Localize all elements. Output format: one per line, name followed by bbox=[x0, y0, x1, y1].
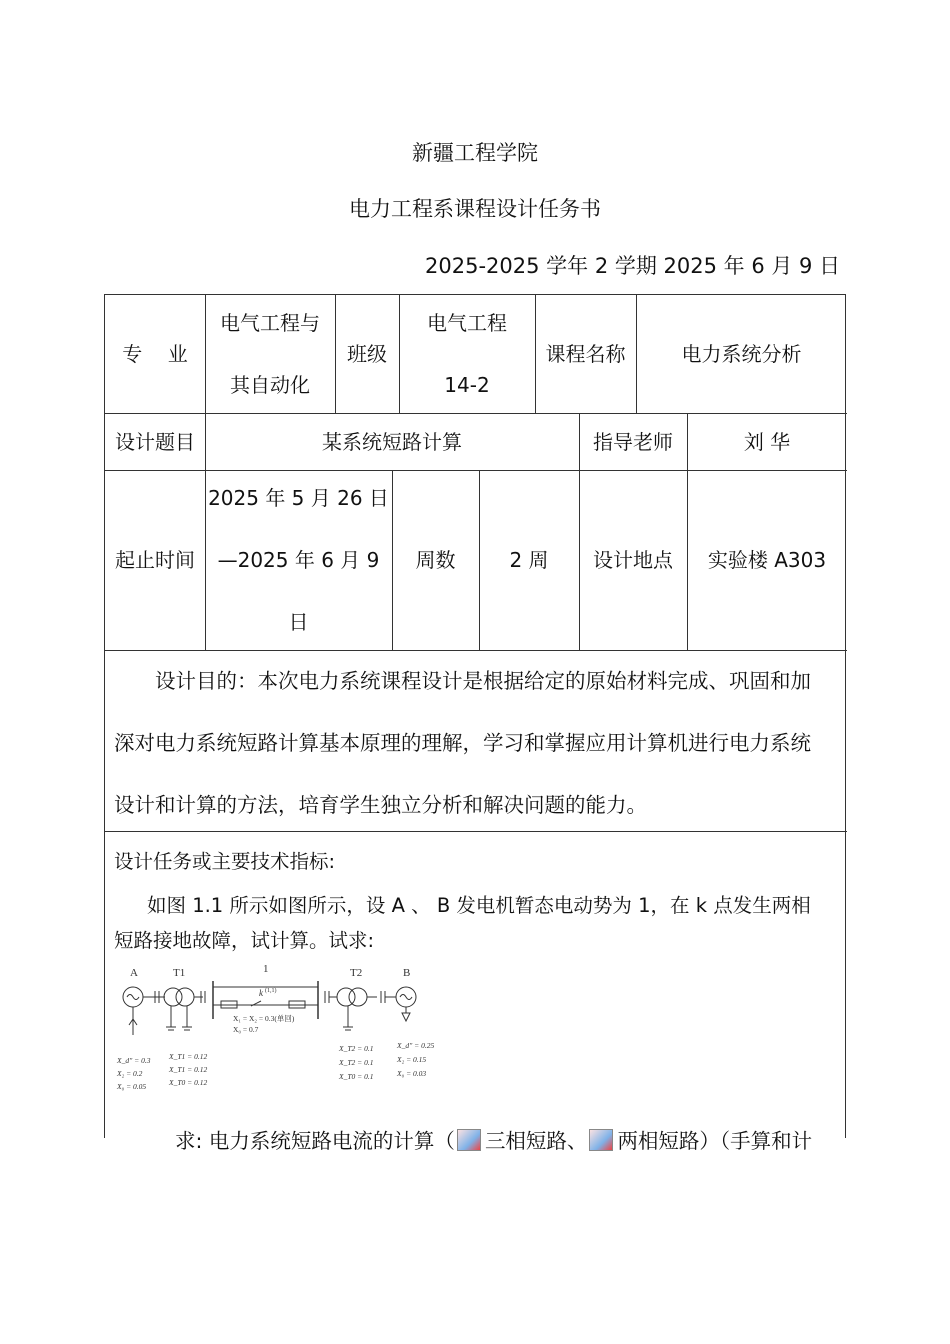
circuit-diagram bbox=[113, 961, 433, 1101]
t2-winding-icon bbox=[349, 988, 367, 1006]
class-value-line: 电气工程 bbox=[427, 311, 507, 335]
requirement-item: 两相短路）（手算和计 bbox=[617, 1129, 813, 1153]
gen-b-label: B bbox=[403, 967, 411, 979]
gen-b-param: X₀ = 0.03 bbox=[397, 1069, 427, 1078]
tasks-heading: 设计任务或主要技术指标: bbox=[114, 850, 336, 873]
location-value: 实验楼 A303 bbox=[707, 548, 827, 572]
row-divider bbox=[105, 650, 847, 651]
broken-image-icon bbox=[457, 1129, 481, 1151]
gen-b-param: X₂ = 0.15 bbox=[397, 1055, 427, 1064]
school-name: 新疆工程学院 bbox=[412, 141, 538, 165]
major-value bbox=[205, 295, 335, 413]
t1-label: T1 bbox=[173, 967, 186, 979]
gen-a-label: A bbox=[130, 967, 138, 979]
t2-label: T2 bbox=[350, 967, 363, 979]
requirement-prefix: 求: 电力系统短路电流的计算（ bbox=[175, 1129, 455, 1153]
course-value: 电力系统分析 bbox=[681, 342, 802, 366]
t2-param: X_T2 = 0.1 bbox=[339, 1058, 374, 1067]
line-x12: X₁ = X₂ = 0.3(单回) bbox=[233, 1014, 295, 1023]
major-label: 专 业 bbox=[122, 342, 188, 366]
weeks-label: 周数 bbox=[415, 548, 456, 572]
line-label: 1 bbox=[263, 963, 269, 975]
major-value-line: 其自动化 bbox=[230, 373, 310, 397]
period-line: 日 bbox=[288, 610, 309, 634]
gen-a-param: X₀ = 0.05 bbox=[117, 1082, 147, 1091]
gen-a-param: X_d'' = 0.3 bbox=[117, 1056, 151, 1065]
fault-superscript: (1,1) bbox=[265, 988, 277, 994]
document-title: 电力工程系课程设计任务书 bbox=[349, 197, 601, 221]
period-value bbox=[205, 470, 392, 650]
purpose-line: 深对电力系统短路计算基本原理的理解，学习和掌握应用计算机进行电力系统 bbox=[114, 731, 811, 755]
broken-image-icon bbox=[589, 1129, 613, 1151]
t1-param: X_T1 = 0.12 bbox=[169, 1065, 208, 1074]
line-x0: X₀ = 0.7 bbox=[233, 1025, 259, 1034]
t2-param: X_T2 = 0.1 bbox=[339, 1044, 374, 1053]
ground-arrow-icon bbox=[402, 1013, 410, 1021]
tasks-line: 短路接地故障，试计算。试求: bbox=[114, 929, 375, 952]
period-line: —2025 年 6 月 9 bbox=[217, 548, 380, 572]
class-value-line: 14-2 bbox=[444, 373, 490, 397]
task-table bbox=[104, 294, 846, 1153]
requirement-line bbox=[175, 1124, 812, 1154]
sine-icon bbox=[127, 995, 139, 1000]
gen-b-param: X_d'' = 0.25 bbox=[397, 1041, 435, 1050]
location-label: 设计地点 bbox=[593, 548, 673, 572]
period-label: 起止时间 bbox=[115, 548, 195, 572]
row-divider bbox=[105, 831, 847, 832]
date-line: 2025-2025 学年 2 学期 2025 年 6 月 9 日 bbox=[425, 254, 841, 278]
t2-winding-icon bbox=[337, 988, 355, 1006]
t1-param: X_T0 = 0.12 bbox=[169, 1078, 208, 1087]
weeks-value: 2 周 bbox=[509, 548, 549, 572]
class-label: 班级 bbox=[347, 342, 387, 366]
t2-param: X_T0 = 0.1 bbox=[339, 1072, 374, 1081]
t1-winding-icon bbox=[164, 988, 182, 1006]
topic-label: 设计题目 bbox=[115, 429, 195, 454]
advisor-label: 指导老师 bbox=[593, 429, 673, 454]
t1-winding-icon bbox=[176, 988, 194, 1006]
purpose-line: 设计和计算的方法，培育学生独立分析和解决问题的能力。 bbox=[114, 793, 647, 817]
fault-label: k bbox=[259, 988, 263, 998]
sine-icon bbox=[400, 995, 412, 1000]
tasks-line: 如图 1.1 所示如图所示，设 A 、 B 发电机暂态电动势为 1，在 k 点发生两相 bbox=[147, 894, 811, 917]
major-value-line: 电气工程与 bbox=[220, 311, 320, 335]
class-value bbox=[399, 295, 535, 413]
requirement-item: 三相短路、 bbox=[484, 1129, 588, 1153]
topic-value: 某系统短路计算 bbox=[322, 429, 462, 454]
course-label: 课程名称 bbox=[545, 342, 626, 366]
purpose-line: 设计目的：本次电力系统课程设计是根据给定的原始材料完成、巩固和加 bbox=[155, 669, 811, 693]
gen-a-param: X₂ = 0.2 bbox=[117, 1069, 143, 1078]
advisor-value: 刘 华 bbox=[743, 429, 791, 454]
t1-param: X_T1 = 0.12 bbox=[169, 1052, 208, 1061]
period-line: 2025 年 5 月 26 日 bbox=[208, 486, 389, 510]
